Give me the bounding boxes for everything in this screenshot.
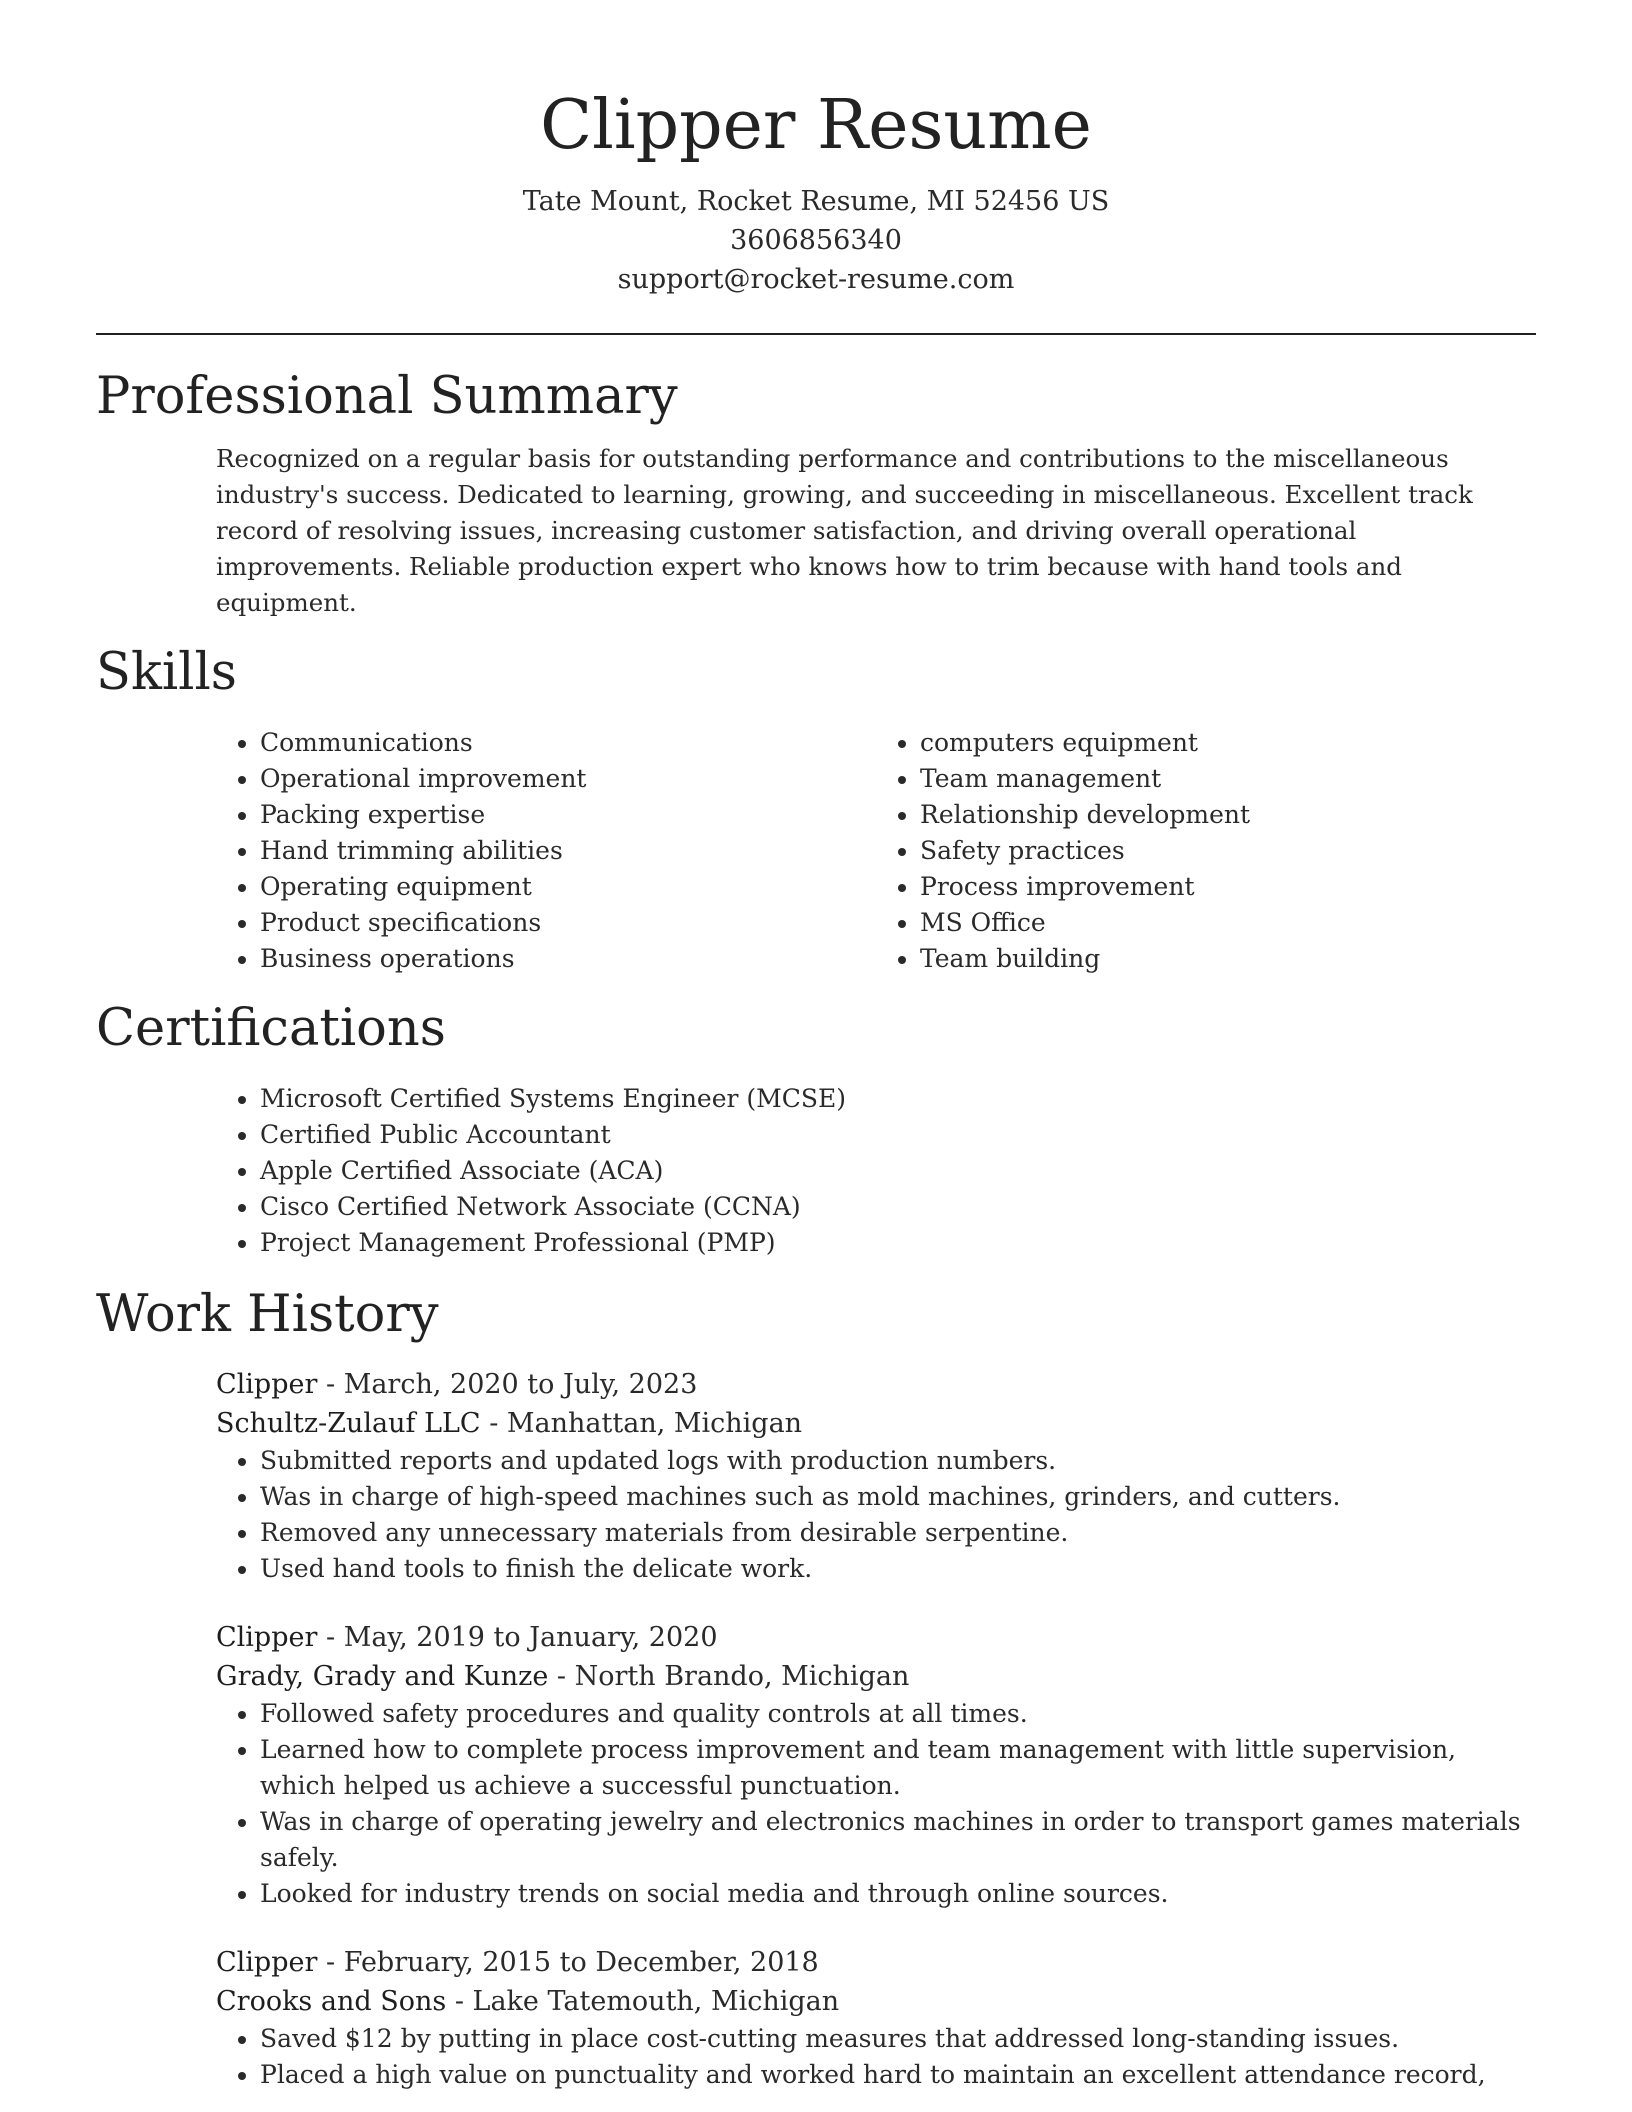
certification-item: • Cisco Certified Network Associate (CCNA) [260, 1189, 1536, 1225]
certifications-list-wrap [216, 1081, 1536, 1261]
job-dates: March, 2020 to July, 2023 [343, 1369, 698, 1400]
job-company-line [216, 1657, 1536, 1696]
job-title-line [216, 1365, 1536, 1404]
job-entry [216, 1365, 1536, 1587]
job-bullet: • Used hand tools to finish the delicate work. [260, 1551, 1536, 1587]
skill-item: • Team building [920, 941, 1536, 977]
job-bullet: • Was in charge of high-speed machines such as mold machines, grinders, and cutters. [260, 1479, 1536, 1515]
summary-text: Recognized on a regular basis for outstanding performance and contributions to the miscellaneous industry's success. Dedicated to learning, growing, and succeeding in miscellaneous. Excellent track record of resolving issues, increasing customer satisfaction, and driving overall operational improvements. Reliable production expert who knows how to trim because with hand tools and equipment. [216, 444, 1473, 617]
work-history-section [96, 1283, 1536, 2093]
job-bullets [216, 2021, 1536, 2093]
job-company-line [216, 1404, 1536, 1443]
resume-page [96, 0, 1536, 2093]
job-bullet: • Submitted reports and updated logs with production numbers. [260, 1443, 1536, 1479]
job-dates: May, 2019 to January, 2020 [343, 1622, 718, 1653]
job-title-line [216, 1618, 1536, 1657]
job-title: Clipper [216, 1369, 318, 1400]
job-bullet: • Saved $12 by putting in place cost-cutting measures that addressed long-standing issues. [260, 2021, 1536, 2057]
skill-item: • Team management [920, 761, 1536, 797]
skill-item: • Product specifications [260, 905, 876, 941]
job-separator: - [446, 1986, 473, 2017]
job-title: Clipper [216, 1947, 318, 1978]
job-company-line [216, 1982, 1536, 2021]
job-dates: February, 2015 to December, 2018 [343, 1947, 819, 1978]
skill-item: • computers equipment [920, 725, 1536, 761]
certification-item: • Microsoft Certified Systems Engineer (MCSE) [260, 1081, 1536, 1117]
job-location: North Brando, Michigan [574, 1661, 910, 1692]
skill-item: • Operating equipment [260, 869, 876, 905]
skills-list-right [876, 725, 1536, 977]
work-history-heading: Work History [96, 1285, 439, 1344]
skills-columns [216, 725, 1536, 977]
job-separator: - [317, 1622, 344, 1653]
job-company: Grady, Grady and Kunze [216, 1661, 549, 1692]
job-title-line [216, 1943, 1536, 1982]
job-bullet: • Was in charge of operating jewelry and electronics machines in order to transport games materials safely. [260, 1804, 1536, 1876]
skill-item: • Process improvement [920, 869, 1536, 905]
job-location: Lake Tatemouth, Michigan [472, 1986, 840, 2017]
skill-item: • Hand trimming abilities [260, 833, 876, 869]
skill-item: • Operational improvement [260, 761, 876, 797]
skills-heading: Skills [96, 643, 237, 702]
contact-address: Tate Mount, Rocket Resume, MI 52456 US [522, 186, 1110, 217]
skill-item: • MS Office [920, 905, 1536, 941]
job-separator: - [317, 1369, 344, 1400]
contact-block [96, 182, 1536, 299]
job-bullet: • Looked for industry trends on social media and through online sources. [260, 1876, 1536, 1912]
job-title: Clipper [216, 1622, 318, 1653]
job-bullet: • Placed a high value on punctuality and worked hard to maintain an excellent attendance record, [260, 2057, 1536, 2093]
certifications-section [96, 997, 1536, 1261]
certification-item: • Apple Certified Associate (ACA) [260, 1153, 1536, 1189]
job-entry [216, 1618, 1536, 1912]
skill-item: • Safety practices [920, 833, 1536, 869]
skill-item: • Packing expertise [260, 797, 876, 833]
skill-item: • Communications [260, 725, 876, 761]
job-company: Schultz-Zulauf LLC [216, 1408, 481, 1439]
summary-heading: Professional Summary [96, 367, 678, 426]
contact-email: support@rocket-resume.com [617, 264, 1015, 295]
skills-list-left [216, 725, 876, 977]
skills-section [96, 641, 1536, 977]
job-company: Crooks and Sons [216, 1986, 447, 2017]
job-separator: - [548, 1661, 575, 1692]
job-bullets [216, 1443, 1536, 1587]
job-bullet: • Removed any unnecessary materials from desirable serpentine. [260, 1515, 1536, 1551]
skill-item: • Relationship development [920, 797, 1536, 833]
certification-item: • Project Management Professional (PMP) [260, 1225, 1536, 1261]
resume-name: Clipper Resume [540, 86, 1092, 165]
certifications-list [216, 1081, 1536, 1261]
job-bullet: • Followed safety procedures and quality controls at all times. [260, 1696, 1536, 1732]
job-bullet: • Learned how to complete process improvement and team management with little supervision, which helped us achieve a successful punctuation. [260, 1732, 1536, 1804]
job-location: Manhattan, Michigan [506, 1408, 803, 1439]
resume-header [96, 0, 1536, 299]
certification-item: • Certified Public Accountant [260, 1117, 1536, 1153]
certifications-heading: Certifications [96, 999, 446, 1058]
job-separator: - [480, 1408, 507, 1439]
job-entry [216, 1943, 1536, 2093]
header-divider [96, 333, 1536, 335]
job-bullets [216, 1696, 1536, 1912]
skill-item: • Business operations [260, 941, 876, 977]
job-separator: - [317, 1947, 344, 1978]
summary-section [96, 365, 1536, 621]
contact-phone: 3606856340 [730, 225, 902, 256]
